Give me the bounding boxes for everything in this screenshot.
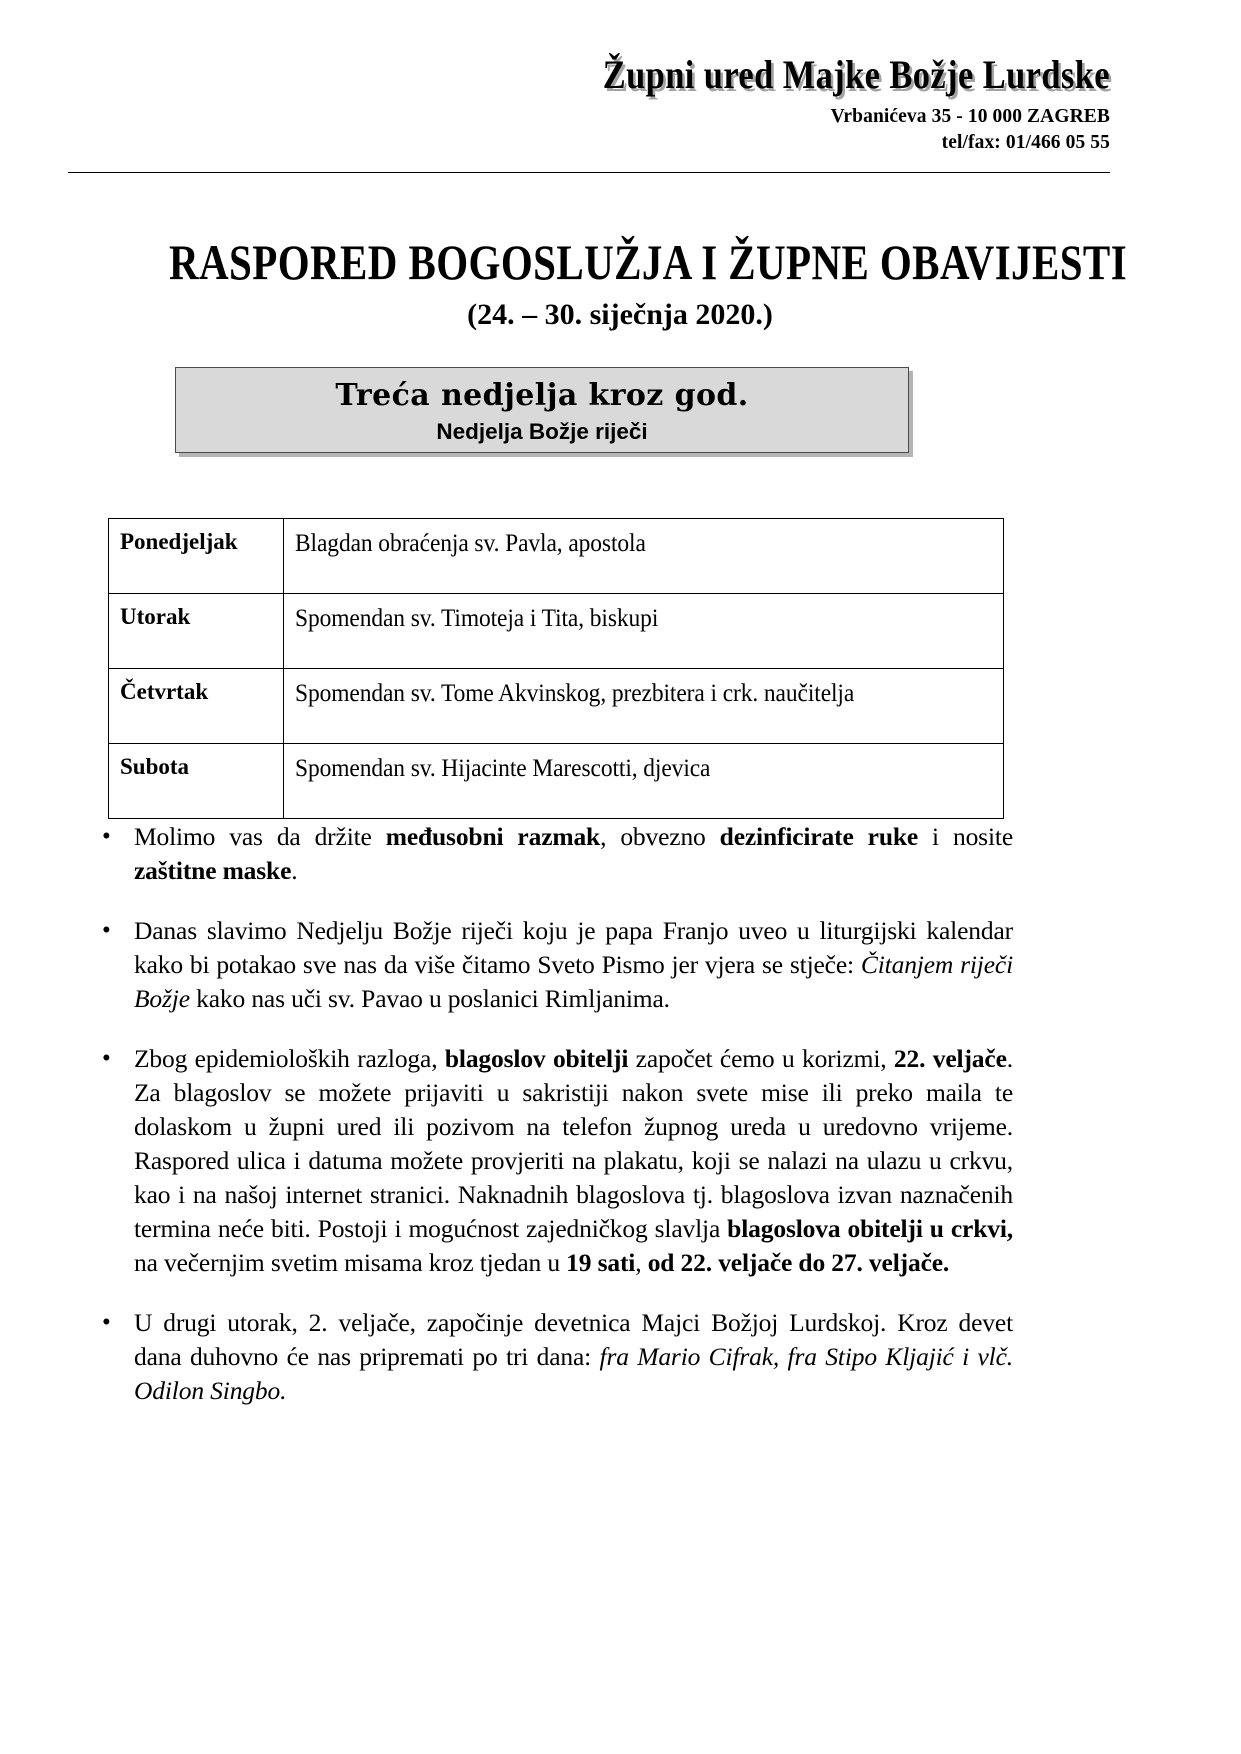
table-cell-description — [284, 744, 1004, 819]
weekly-schedule-table — [108, 518, 1004, 819]
feast-highlight-box — [175, 367, 909, 453]
bullet-icon: • — [102, 1309, 111, 1336]
bullet-icon: • — [102, 823, 111, 850]
table-cell-description — [284, 519, 1004, 594]
notice-text: Molimo vas da držite međusobni razmak, obvezno dezinficirate ruke i nosite zaštitne maske. — [134, 822, 1013, 885]
table-cell-description-text: Spomendan sv. Tome Akvinskog, prezbitera i crk. naučitelja — [295, 678, 855, 707]
notice-text: Zbog epidemioloških razloga, blagoslov obitelji započet ćemo u korizmi, 22. veljače. Za blagoslov se možete prijaviti u sakristiji nakon svete mise ili preko maila te dolaskom u župni ured ili pozivom na telefon župnog ureda u uredovno vrijeme. Raspored ulica i datuma možete provjeriti na plakatu, koji se nalazi na ulazu u crkvu, kao i na našoj internet stranici. Naknadnih blagoslova tj. blagoslova izvan naznačenih termina neće biti. Postoji i mogućnost zajedničkog slavlja blagoslova obitelji u crkvi, na večernjim svetim misama kroz tjedan u 19 sati, od 22. veljače do 27. veljače. — [134, 1044, 1013, 1277]
table-row — [109, 669, 1004, 744]
table-cell-description-text: Spomendan sv. Hijacinte Marescotti, djevica — [295, 753, 711, 782]
address-line: Vrbanićeva 35 - 10 000 ZAGREB — [830, 106, 1110, 127]
feast-name: Treća nedjelja kroz god. — [335, 378, 749, 413]
bullet-icon: • — [102, 1045, 111, 1072]
bullet-icon: • — [102, 917, 111, 944]
table-row — [109, 594, 1004, 669]
notice-item — [98, 914, 1013, 1016]
notice-item — [98, 1306, 1013, 1408]
feast-subtitle: Nedjelja Božje riječi — [436, 419, 648, 444]
notice-item — [98, 1042, 1013, 1280]
letterhead — [70, 52, 1110, 156]
notice-text: Danas slavimo Nedjelju Božje riječi koju je papa Franjo uveo u liturgijski kalendar kako bi potakao sve nas da više čitamo Sveto Pismo jer vjera se stječe: Čitanjem riječi Božje kako nas uči sv. Pavao u poslanici Rimljanima. — [134, 916, 1014, 1013]
weekly-schedule-body — [109, 519, 1004, 819]
date-range-subtitle: (24. – 30. siječnja 2020.) — [467, 298, 773, 331]
table-cell-day: Ponedjeljak — [109, 519, 284, 594]
table-cell-day: Utorak — [109, 594, 284, 669]
page-title: RASPORED BOGOSLUŽJA I ŽUPNE OBAVIJESTI — [169, 234, 1128, 290]
notices-list — [98, 820, 1013, 1408]
notice-text: U drugi utorak, 2. veljače, započinje devetnica Majci Božjoj Lurdskoj. Kroz devet dana duhovno će nas pripremati po tri dana: fra Mario Cifrak, fra Stipo Kljajić i vlč. Odilon Singbo. — [134, 1308, 1013, 1405]
table-cell-description — [284, 594, 1004, 669]
table-cell-description-text: Blagdan obraćenja sv. Pavla, apostola — [295, 528, 646, 557]
header-divider — [68, 172, 1110, 173]
table-row — [109, 519, 1004, 594]
phone-line: tel/fax: 01/466 05 55 — [941, 132, 1110, 153]
table-cell-description — [284, 669, 1004, 744]
table-row — [109, 744, 1004, 819]
table-cell-day: Četvrtak — [109, 669, 284, 744]
table-cell-description-text: Spomendan sv. Timoteja i Tita, biskupi — [295, 603, 659, 632]
table-cell-day: Subota — [109, 744, 284, 819]
notice-item — [98, 820, 1013, 888]
organization-name: Župni ured Majke Božje Lurdske — [602, 52, 1110, 97]
